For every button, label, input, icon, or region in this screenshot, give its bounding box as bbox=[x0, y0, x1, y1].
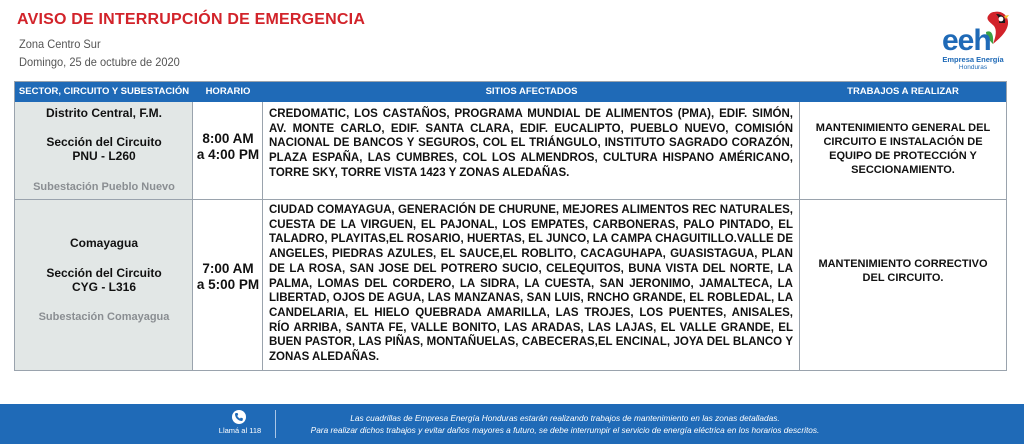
time-start: 8:00 AM bbox=[202, 131, 254, 146]
call-label: Llamá al 118 bbox=[218, 426, 262, 435]
table-header bbox=[15, 82, 1006, 102]
footer-message-line2: Para realizar dichos trabajos y evitar daños mayores a futuro, se debe interrumpir el servicio de energía eléctrica en los horarios descritos. bbox=[310, 425, 820, 435]
sector-name: Comayagua bbox=[69, 236, 139, 250]
zone-label: Zona Centro Sur bbox=[19, 37, 101, 51]
sites-text: CREDOMATIC, LOS CASTAÑOS, PROGRAMA MUNDIAL DE ALIMENTOS (PMA), EDIF. SIMÓN, AV. MONTE CARLO, EDIF. SANTA CLARA, EDIF. EUCALIPTO, PUEBLO NUEVO, COMISIÓN NACIONAL DE BANCOS Y SEGUROS, COL EL TRIÁNGULO, INSTITUTO SAGRADO CORAZÓN, PLAZA ESPAÑA, LAS CUMBRES, COL LOS ALMENDROS, CULTURA HISPANO AMÉRICANO, TORRE SKY, TORRE VISTA 1423 Y ZONAS ALEDAÑAS. bbox=[269, 108, 793, 179]
footer-banner bbox=[0, 404, 1024, 444]
table-row bbox=[15, 199, 1006, 370]
page-title: AVISO DE INTERRUPCIÓN DE EMERGENCIA bbox=[17, 11, 366, 28]
logo-company-name: Empresa Energía bbox=[942, 55, 1004, 64]
sites-cell bbox=[263, 200, 800, 370]
time-start: 7:00 AM bbox=[202, 261, 254, 276]
sites-text: CIUDAD COMAYAGUA, GENERACIÓN DE CHURUNE, MEJORES ALIMENTOS REC NATURALES, CUESTA DE LA VIRGUEN, EL PAJONAL, LOS EMPATES, CARBONERAS, PALO PINTADO, EL TALADRO, PLAYITAS,EL ROSARIO, HUERTAS, EL JUNCO, LA CAMPA CHAGUITILLO.VALLE DE ANGELES, PIEDRAS AZULES, EL SAUCE,EL ROBLITO, CACAGUHAPA, GUASISTAGUA, PLAN DE LA ROSA, SAN JOSE DEL POTRERO SUCIO, CELEQUITOS, BUNA VISTA DEL NORTE, LA PALMA, LOMAS DEL CORDERO, LA SIDRA, LA CUESTA, SAN JERONIMO, JAMALTECA, LA LIBERTAD, OJOS DE AGUA, LAS MANZANAS, SAN LUIS, RNCHO GRANDE, EL ROBLEDAL, LA CANDELARIA, EL HIELO QUEBRADA AMARILLA, LAS TROJES, LOS PUENTES, ANISALES, RÍO ARRIBA, SANTA FE, VALLE BONITO, LAS ARADAS, LAS LAJAS, EL VALLE GRANDE, EL BUEN PASTOR, LAS PIÑAS, MONTAÑUELAS, CABECERAS,EL ENCINAL, JOYA DEL BLANCO Y ZONAS ALEDAÑAS. bbox=[269, 204, 793, 364]
work-cell bbox=[800, 102, 1006, 199]
schedule-cell bbox=[193, 102, 263, 199]
sites-cell bbox=[263, 102, 800, 199]
sector-cell bbox=[15, 102, 193, 199]
time-end: a 4:00 PM bbox=[196, 147, 260, 162]
logo-country: Honduras bbox=[958, 64, 988, 71]
circuit-section: Sección del Circuito bbox=[46, 266, 162, 280]
sector-name: Distrito Central, F.M. bbox=[45, 106, 162, 120]
circuit-section: Sección del Circuito bbox=[46, 135, 162, 149]
substation-name: Subestación Comayagua bbox=[38, 311, 170, 323]
table-row bbox=[15, 102, 1006, 199]
date-label: Domingo, 25 de octubre de 2020 bbox=[19, 55, 180, 69]
logo-text: eeh bbox=[942, 24, 991, 57]
footer-message-line1: Las cuadrillas de Empresa Energía Honduras estarán realizando trabajos de mantenimiento en las zonas detalladas. bbox=[350, 413, 780, 423]
substation-name: Subestación Pueblo Nuevo bbox=[33, 181, 175, 193]
header-sitios: SITIOS AFECTADOS bbox=[485, 86, 578, 97]
header-trabajos: TRABAJOS A REALIZAR bbox=[847, 86, 959, 97]
header-sector: SECTOR, CIRCUITO Y SUBESTACIÓN bbox=[18, 86, 190, 97]
circuit-code: PNU - L260 bbox=[72, 149, 136, 163]
schedule-cell bbox=[193, 200, 263, 370]
outage-table bbox=[14, 81, 1007, 371]
work-text: MANTENIMIENTO GENERAL DEL CIRCUITO E INSTALACIÓN DE EQUIPO DE PROTECCIÓN Y SECCIONAMIENTO. bbox=[815, 122, 991, 176]
circuit-code: CYG - L316 bbox=[71, 280, 137, 294]
work-cell bbox=[800, 200, 1006, 370]
time-end: a 5:00 PM bbox=[196, 277, 260, 292]
eeh-logo bbox=[940, 10, 1010, 74]
footer-divider bbox=[275, 410, 276, 438]
sector-cell bbox=[15, 200, 193, 370]
header-horario: HORARIO bbox=[205, 86, 251, 97]
phone-icon bbox=[232, 410, 246, 424]
work-text: MANTENIMIENTO CORRECTIVO DEL CIRCUITO. bbox=[818, 258, 988, 284]
